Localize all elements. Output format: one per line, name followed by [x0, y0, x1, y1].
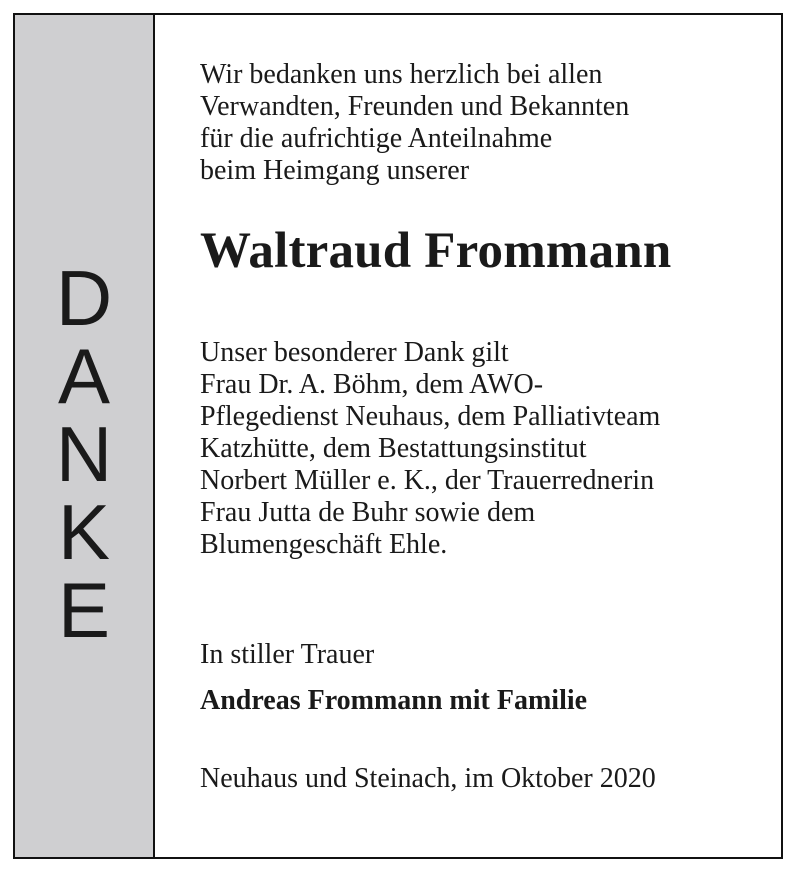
notice-content: [200, 59, 770, 795]
sidebar-panel: [15, 15, 155, 857]
sidebar-letter: N: [55, 410, 113, 498]
sidebar-letter: K: [57, 488, 111, 576]
intro-line: Wir bedanken uns herzlich bei allen: [200, 59, 603, 90]
thanks-line: Unser besonderer Dank gilt: [200, 337, 509, 368]
deceased-name: Waltraud Frommann: [200, 223, 672, 279]
intro-paragraph: [200, 59, 770, 187]
intro-line: für die aufrichtige Anteilnahme: [200, 123, 553, 154]
thanks-line: Frau Jutta de Buhr sowie dem: [200, 497, 536, 528]
intro-line: beim Heimgang unserer: [200, 155, 470, 186]
family-signature: Andreas Frommann mit Familie: [200, 685, 588, 716]
place-date: Neuhaus und Steinach, im Oktober 2020: [200, 763, 656, 794]
thanks-line: Norbert Müller e. K., der Trauerrednerin: [200, 465, 655, 496]
mourning-text: In stiller Trauer: [200, 639, 375, 670]
thanks-line: Blumengeschäft Ehle.: [200, 529, 448, 560]
thanks-line: Pflegedienst Neuhaus, dem Palliativteam: [200, 401, 661, 432]
vertical-danke-word: [15, 254, 153, 654]
thanks-line: Katzhütte, dem Bestattungsinstitut: [200, 433, 587, 464]
intro-line: Verwandten, Freunden und Bekannten: [200, 91, 630, 122]
thanks-line: Frau Dr. A. Böhm, dem AWO-: [200, 369, 544, 400]
sidebar-letter: A: [57, 332, 111, 420]
sidebar-letter: D: [55, 254, 113, 342]
thanks-paragraph: [200, 337, 770, 561]
sidebar-letter: E: [57, 566, 111, 654]
notice-frame: [13, 13, 783, 859]
